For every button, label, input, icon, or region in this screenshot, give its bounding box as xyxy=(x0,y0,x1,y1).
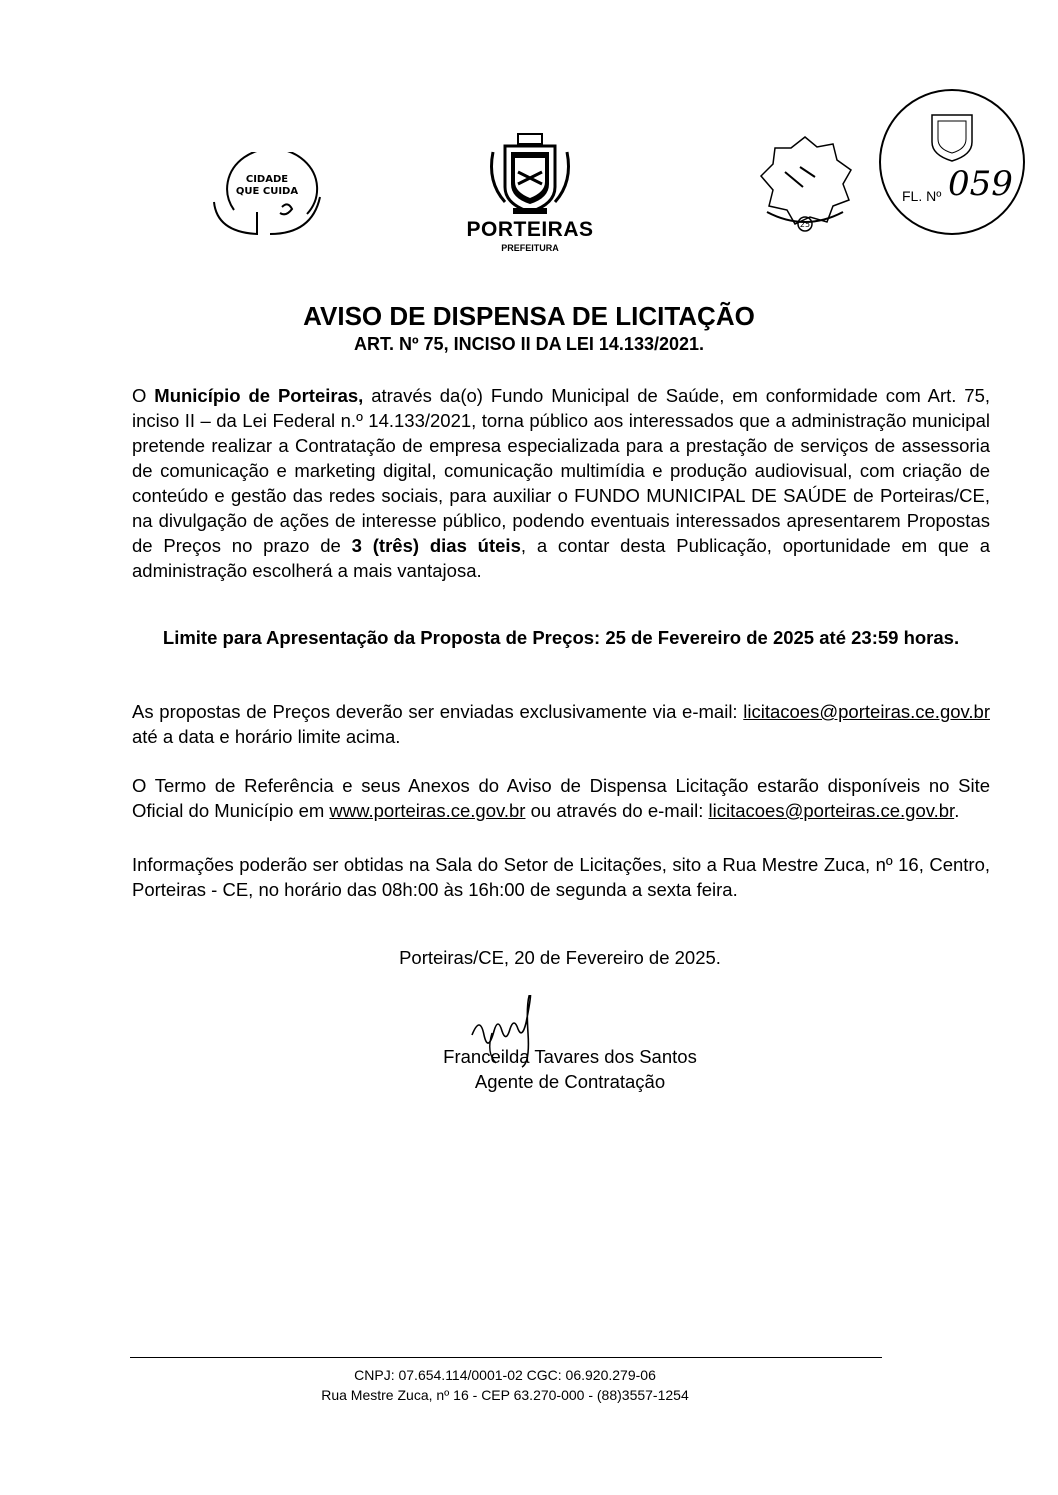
paragraph-submission: As propostas de Preços deverão ser enviadas exclusivamente via e-mail: licitacoes@porteiras.ce.gov.br até a data e horário limite acima. xyxy=(132,701,990,747)
stamp-page-label: FL. Nº xyxy=(902,188,942,204)
website-link[interactable]: www.porteiras.ce.gov.br xyxy=(329,800,526,821)
cidade-logo-line1: CIDADE xyxy=(245,174,289,185)
brand-name: PORTEIRAS xyxy=(466,218,594,241)
stamp-page-number: 059 xyxy=(948,164,1013,204)
porteiras-coat-of-arms-icon xyxy=(485,132,575,217)
document-title: AVISO DE DISPENSA DE LICITAÇÃO xyxy=(303,301,755,331)
svg-text:25: 25 xyxy=(799,220,811,229)
signer-role: Agente de Contratação xyxy=(474,1071,666,1092)
document-subtitle: ART. Nº 75, INCISO II DA LEI 14.133/2021. xyxy=(353,334,705,354)
paragraph-intro: O Município de Porteiras, através da(o) Fundo Municipal de Saúde, em conformidade com Art. 75, inciso II – da Lei Federal n.º 14.133/2021, torna público aos interessados que a administração municipal pretende realizar a Contratação de empresa especializada para a prestação de serviços de assessoria de comunicação e marketing digital, comunicação multimídia e produção audiovisual, com criação de conteúdo e gestão das redes sociais, para auxiliar o FUNDO MUNICIPAL DE SAÚDE de Porteiras/CE, na divulgação de ações de interesse público, podendo eventuais interessados apresentarem Propostas de Preços no prazo de 3 (três) dias úteis, a contar desta Publicação, oportunidade em que a administração escolherá a mais vantajosa. xyxy=(132,385,991,581)
anniversary-badge-icon xyxy=(755,132,855,232)
footer xyxy=(0,1365,1010,1405)
prazo-bold: 3 (três) dias úteis xyxy=(351,535,521,556)
footer-cnpj: CNPJ: 07.654.114/0001-02 CGC: 06.920.279-06 xyxy=(354,1367,656,1383)
signer-name: Franceilda Tavares dos Santos xyxy=(443,1046,697,1067)
paragraph-documents: O Termo de Referência e seus Anexos do Aviso de Dispensa Licitação estarão disponíveis no Site Oficial do Município em www.porteiras.ce.gov.br ou através do e-mail: licitacoes@porteiras.ce.gov.br. xyxy=(132,775,990,821)
document-date: Porteiras/CE, 20 de Fevereiro de 2025. xyxy=(399,947,721,968)
deadline-notice: Limite para Apresentação da Proposta de Preços: 25 de Fevereiro de 2025 até 23:59 horas. xyxy=(162,627,960,648)
brand-block xyxy=(440,218,620,254)
municipal-page-stamp-icon xyxy=(872,87,1032,237)
email-link[interactable]: licitacoes@porteiras.ce.gov.br xyxy=(743,701,990,722)
email-link-2[interactable]: licitacoes@porteiras.ce.gov.br xyxy=(708,800,955,821)
signature-block xyxy=(380,1044,760,1094)
municipio-bold: Município de Porteiras, xyxy=(154,385,364,406)
footer-divider xyxy=(130,1357,882,1358)
brand-subtitle: PREFEITURA xyxy=(501,243,559,253)
cidade-logo-line2: QUE CUIDA xyxy=(235,186,299,197)
paragraph-information: Informações poderão ser obtidas na Sala do Setor de Licitações, sito a Rua Mestre Zuca, nº 16, Centro, Porteiras - CE, no horário das 08h:00 às 16h:00 de segunda a sexta feira. xyxy=(132,854,990,900)
cidade-que-cuida-logo xyxy=(212,152,327,242)
footer-address: Rua Mestre Zuca, nº 16 - CEP 63.270-000 - (88)3557-1254 xyxy=(321,1387,689,1403)
